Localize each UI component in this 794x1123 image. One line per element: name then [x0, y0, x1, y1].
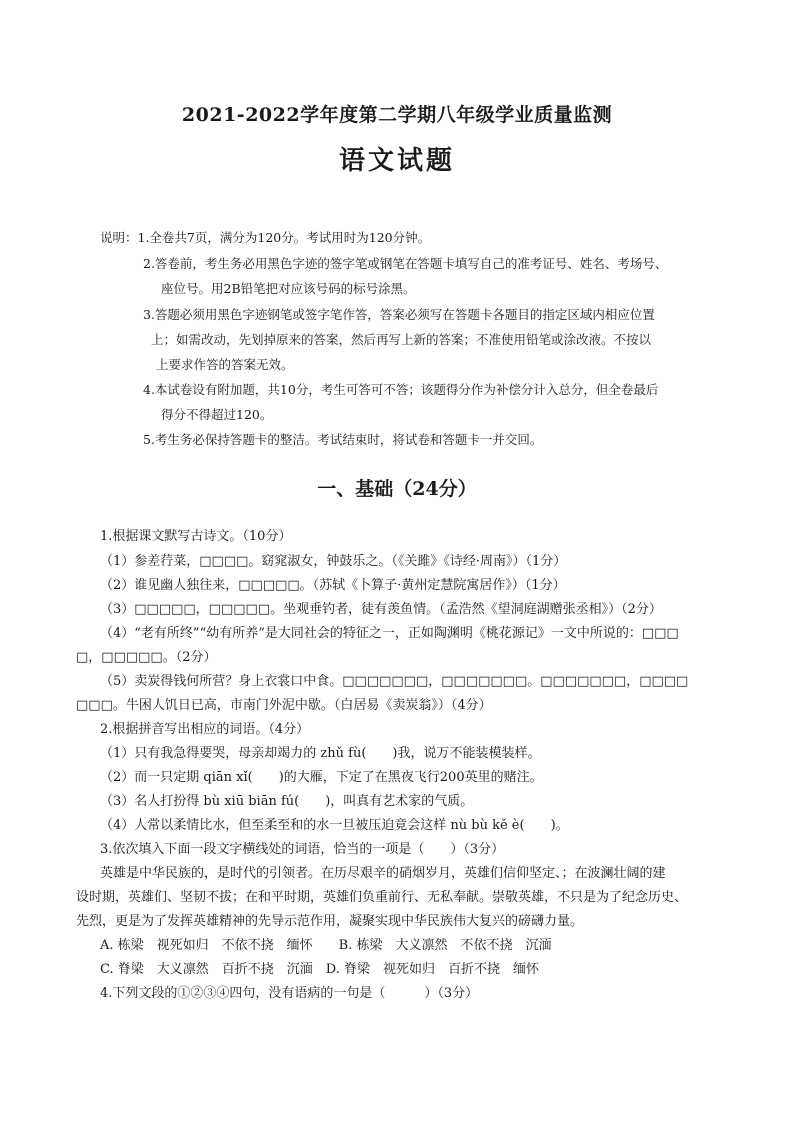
question-line: 4.下列文段的①②③④四句，没有语病的一句是（ ）（3分） [100, 986, 479, 1001]
section-heading: 一、基础（24分） [317, 478, 477, 500]
question-line: 英雄是中华民族的，是时代的引领者。在历尽艰辛的硝烟岁月，英雄们信仰坚定、；在波澜壮阔的建 [100, 866, 666, 881]
question-line: （4）人常以柔情比水，但至柔至和的水一旦被压迫竟会这样 nù bù kě è( )。 [100, 818, 569, 833]
question-line: （3）□□□□□，□□□□□。坐观垂钓者，徒有羡鱼情。（孟浩然《望洞庭湖赠张丞相》）（2分） [100, 602, 662, 617]
question-line: 设时期，英雄们、坚韧不拔；在和平时期，英雄们负重前行、无私奉献。崇敬英雄，不只是为了纪念历史、 [76, 890, 688, 905]
instruction-line: 2.答卷前，考生务必用黑色字迹的签字笔或钢笔在答题卡填写自己的准考证号、姓名、考场号、 [143, 256, 668, 271]
instruction-line: 5.考生务必保持答题卡的整洁。考试结束时，将试卷和答题卡一并交回。 [143, 432, 543, 447]
question-line: 2.根据拼音写出相应的词语。（4分） [100, 722, 310, 737]
question-line: （1）只有我急得要哭，母亲却竭力的 zhǔ fù( )我，说万不能装模装样。 [100, 746, 541, 761]
question-line: （5）卖炭得钱何所营？身上衣裳口中食。□□□□□□□，□□□□□□□。□□□□□□□，□□□□ [100, 674, 689, 689]
subject-title: 语文试题 [338, 146, 455, 176]
instruction-line: 座位号。用2B铅笔把对应该号码的标号涂黑。 [161, 281, 416, 296]
question-line: 先烈，更是为了发挥英雄精神的先导示范作用，凝聚实现中华民族伟大复兴的磅礴力量。 [76, 914, 584, 929]
question-line: （1）参差荇菜，□□□□。窈窕淑女，钟鼓乐之。（《关雎》《诗经·周南》）（1分） [100, 554, 567, 569]
instruction-line: 3.答题必须用黑色字迹钢笔或签字笔作答，答案必须写在答题卡各题目的指定区域内相应位置 [143, 307, 655, 322]
exam-title: 2021-2022学年度第二学期八年级学业质量监测 [181, 104, 613, 126]
instruction-line: 上；如需改动，先划掉原来的答案，然后再写上新的答案；不准使用铅笔或涂改液。不按以 [151, 332, 652, 347]
answer-options-row: A. 栋梁 视死如归 不依不挠 缅怀 B. 栋梁 大义凛然 不依不挠 沉湎 [100, 938, 552, 953]
question-line: □，□□□□□。（2分） [76, 650, 217, 665]
question-line: （3）名人打扮得 bù xiū biān fú( )，叫真有艺术家的气质。 [100, 794, 474, 809]
instruction-line: 说明：1.全卷共7页，满分为120分。考试用时为120分钟。 [100, 230, 431, 245]
question-line: □□□。牛困人饥日已高，市南门外泥中歇。（白居易《卖炭翁》）（4分） [76, 698, 492, 713]
question-line: 1.根据课文默写古诗文。（10分） [100, 529, 292, 544]
instruction-line: 4.本试卷设有附加题，共10分，考生可答可不答；该题得分作为补偿分计入总分，但全卷最后 [143, 382, 659, 397]
question-line: （4）“老有所终”“幼有所养”是大同社会的特征之一，正如陶渊明《桃花源记》一文中所说的：□□□ [100, 626, 679, 641]
question-line: （2）谁见幽人独往来，□□□□□。（苏轼《卜算子·黄州定慧院寓居作》）（1分） [100, 578, 566, 593]
instruction-line: 得分不得超过120。 [161, 407, 273, 422]
answer-options-row: C. 脊梁 大义凛然 百折不挠 沉湎 D. 脊梁 视死如归 百折不挠 缅怀 [100, 962, 539, 977]
question-line: 3.依次填入下面一段文字横线处的词语，恰当的一项是（ ）（3分） [100, 842, 505, 857]
question-line: （2）而一只定期 qiān xǐ( )的大雁，下定了在黑夜飞行200英里的赌注。 [100, 770, 543, 785]
instruction-line: 上要求作答的答案无效。 [156, 357, 294, 372]
